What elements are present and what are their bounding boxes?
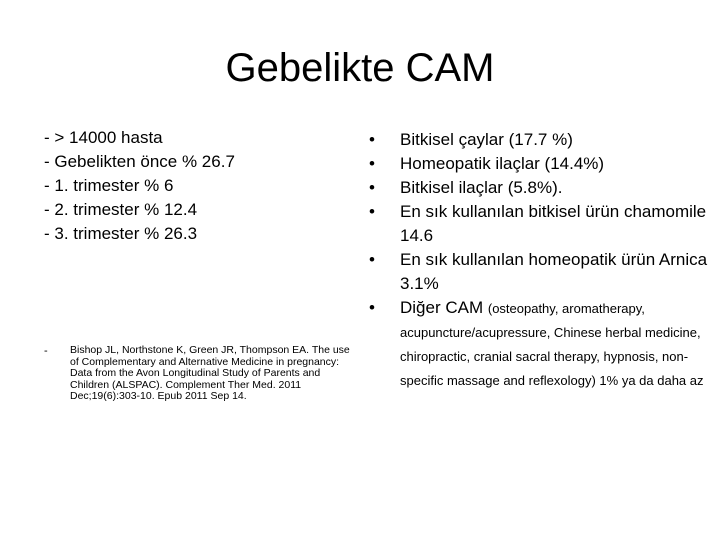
- bullet-item: [369, 152, 709, 176]
- bullet-icon: •: [369, 154, 375, 173]
- bullet-item-other-cam: [369, 296, 709, 392]
- left-stats-list: [44, 126, 334, 246]
- reference-dash: -: [44, 345, 48, 357]
- bullet-item: [369, 128, 709, 152]
- bullet-item: [369, 176, 709, 200]
- slide-title: Gebelikte CAM: [225, 46, 495, 90]
- left-stat-item: - Gebelikten önce % 26.7: [44, 152, 235, 171]
- bullet-text: En sık kullanılan homeopatik ürün Arnica 3.1%: [400, 250, 708, 293]
- other-cam-detail: (osteopathy, aromatherapy, acupuncture/acupressure, Chinese herbal medicine, chiropractic, cranial sacral therapy, hypnosis, non-specific massage and reflexology) 1% ya da daha az: [400, 301, 704, 388]
- bullet-text: Bitkisel çaylar (17.7 %): [400, 130, 573, 149]
- bullet-icon: •: [369, 250, 375, 269]
- left-stat-item: - 2. trimester % 12.4: [44, 200, 198, 219]
- bullet-text: En sık kullanılan bitkisel ürün chamomile 14.6: [400, 202, 707, 245]
- bullet-item: [369, 200, 709, 248]
- right-bullet-list: [369, 128, 709, 392]
- other-cam-label: Diğer CAM: [400, 298, 484, 317]
- bullet-item: [369, 248, 709, 296]
- bullet-icon: •: [369, 202, 375, 221]
- bullet-icon: •: [369, 178, 375, 197]
- left-stat-item: - 1. trimester % 6: [44, 176, 174, 195]
- left-stat-item: - > 14000 hasta: [44, 128, 163, 147]
- bullet-icon: •: [369, 298, 375, 317]
- left-stat-item: - 3. trimester % 26.3: [44, 224, 198, 243]
- reference-text: Bishop JL, Northstone K, Green JR, Thompson EA. The use of Complementary and Alternative Medicine in pregnancy: Data from the Avon Longitudinal Study of Parents and Children (ALSPAC). Complement Ther Med. 2011 Dec;19(6):303-10. Epub 2011 Sep 14.: [70, 344, 350, 403]
- bullet-text: Homeopatik ilaçlar (14.4%): [400, 154, 605, 173]
- bullet-text: Bitkisel ilaçlar (5.8%).: [400, 178, 563, 197]
- bullet-icon: •: [369, 130, 375, 149]
